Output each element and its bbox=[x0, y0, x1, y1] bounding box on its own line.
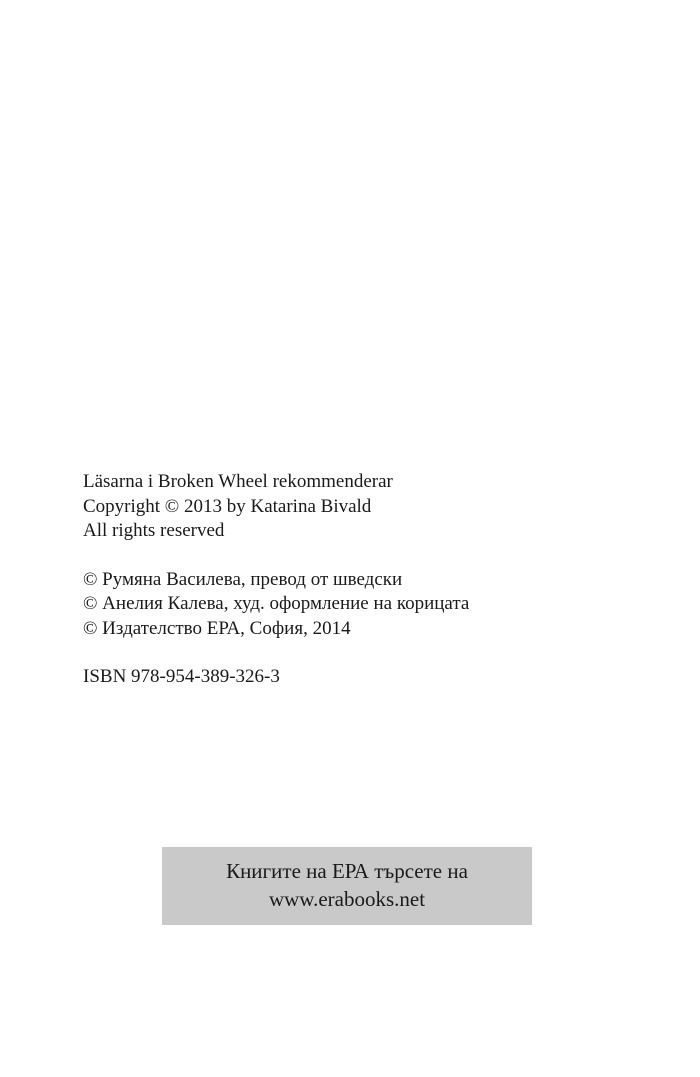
copyright-notice: Copyright © 2013 by Katarina Bivald bbox=[83, 495, 372, 517]
copyright-block bbox=[83, 470, 469, 690]
rights-notice: All rights reserved bbox=[83, 520, 225, 541]
original-title: Läsarna i Broken Wheel rekommenderar bbox=[83, 471, 393, 492]
isbn-info bbox=[83, 665, 469, 690]
original-edition-info bbox=[83, 470, 469, 544]
website-link[interactable]: www.erabooks.net bbox=[268, 887, 426, 911]
cover-design-credit: © Анелия Калева, худ. оформление на корицата bbox=[83, 593, 470, 614]
credits-list bbox=[83, 568, 469, 642]
isbn: ISBN 978-954-389-326-3 bbox=[83, 666, 280, 687]
publisher-credit: © Издателство ЕРА, София, 2014 bbox=[83, 617, 351, 639]
translator-credit: © Румяна Василева, превод от шведски bbox=[83, 568, 403, 590]
banner-text: Книгите на ЕРА търсете на bbox=[226, 859, 468, 883]
publisher-banner bbox=[162, 847, 532, 925]
